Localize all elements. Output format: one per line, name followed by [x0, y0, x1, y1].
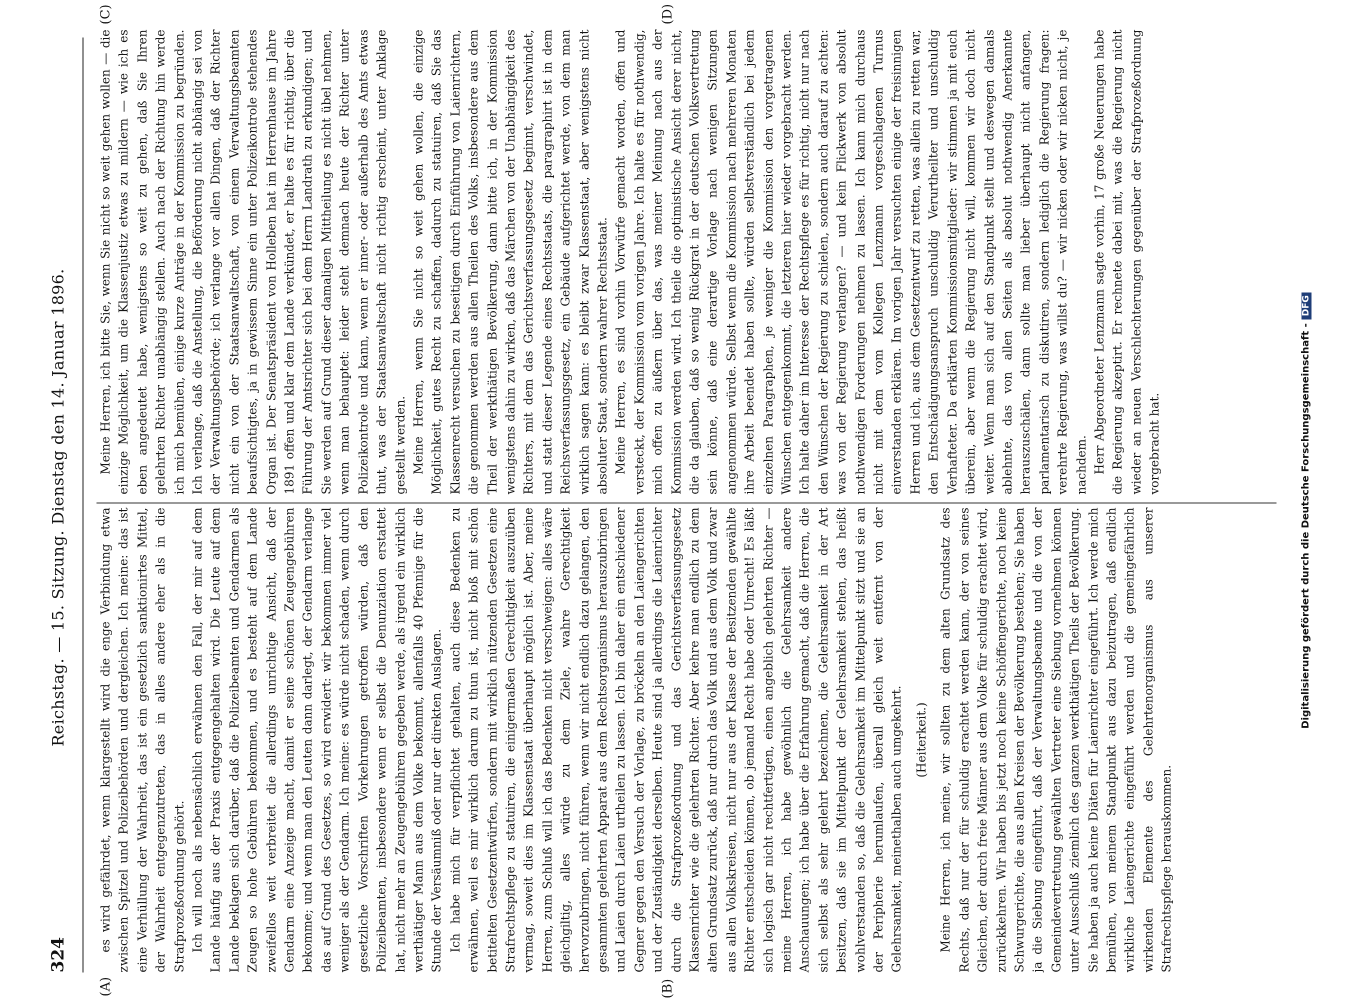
- page-title: Reichstag. — 15. Sitzung. Dienstag den 14. Januar 1896.: [48, 267, 67, 747]
- paragraph: Meine Herren, ich bitte Sie, wenn Sie nicht so weit gehen wollen — die einzige Möglichkeit, um die Klassenjustiz etwas zu mildern — wie ich es eben angedeutet habe, wenigstens so weit zu gehen, daß Sie Ihren gelehrten Richter unabhängig stellen. Auch nach der Richtung hin werde ich mich bemühen, einige kurze Anträge in der Kommission zu begründen. Ich verlange, daß die Anstellung, die Beförderung nicht abhängig sei von der Verwaltungsbehörde; ich verlange vor allen Dingen, daß der Richter nicht ein von der Staatsanwaltschaft, von einem Verwaltungsbeamten beaufsichtigtes, ja in gewissem Sinne ein unter Polizeikontrole stehendes Organ ist. Der Senatspräsident von Holleben hat im Herrenhause im Jahre 1891 offen und klar dem Lande verkündet, er halte es für richtig, über die Führung der Amtsrichter sich bei dem Herrn Landrath zu erkundigen; und Sie werden auf Grund dieser damaligen Mittheilung es nicht übel nehmen, wenn man behauptet: leider steht demnach heute der Richter unter Polizeikontrole und kann, wenn er inner- oder außerhalb des Amts etwas thut, was der Staatsanwaltschaft nicht richtig erscheint, unter Anklage gestellt werden.: [98, 29, 407, 494]
- paragraph: Meine Herren, es sind vorhin Vorwürfe gemacht worden, offen und versteckt, der Kommission vom vorigen Jahre. Ich halte es für nothwendig, mich offen zu äußern über das, was meiner Meinung nach aus der Kommission werden wird. Ich theile die optimistische Ansicht derer nicht, die da glauben, daß so wenig Rückgrat in der deutschen Volksvertretung sein könne, daß eine derartige Vorlage nach wenigen Sitzungen angenommen würde. Selbst wenn die Kommission nach mehreren Monaten ihre Arbeit beendet haben sollte, würden selbstverständlich bei jedem einzelnen Paragraphen, je weniger die Kommission den vorgetragenen Wünschen entgegenkommt, die letzteren hier wieder vorgebracht werden. Ich halte daher im Interesse der Rechtspflege es für richtig, nicht nur nach den Wünschen der Regierung zu schielen, sondern auch darauf zu achten: was von der Regierung verlangen? — und kein Flickwerk von absolut nothwendigen Forderungen nehmen zu lassen. Ich kann mich durchaus nicht mit dem vom Kollegen Lenzmann vorgeschlagenen Turnus einverstanden erklären. Im vorigen Jahr versuchten einige der freisinnigen Herren und ich, aus dem Gesetzentwurf zu retten, was allein zu retten war, den Entschädigungsanspruch unschuldig Verurtheilter und unschuldig Verhafteter. Da erklärten Kommissionsmitglieder: wir stimmen ja mit euch überein, aber wenn die Regierung nicht will, kommen wir doch nicht weiter. Wenn man sich auf den Standpunkt stellt und deswegen damals ablehnte, das von allen Seiten als absolut nothwendig Anerkannte herauszuschälen, dann sollte man lieber überhaupt nicht anfangen, parlamentarisch zu diskutiren, sondern lediglich die Regierung fragen: verehrte Regierung, was willst du? — wir nicken oder wir nicken nicht, je nachdem.: [613, 29, 1088, 494]
- paragraph: Herr Abgeordneter Lenzmann sagte vorhin, 17 große Neuerungen habe die Regierung akzeptirt. Er rechnete dabei mit, was die Regierung nicht wieder an neuen Verschlechterungen gegenüber der Strafprozeßordnung vorgebracht hat.: [1091, 29, 1162, 494]
- paragraph: Meine Herren, ich meine, wir sollten zu dem alten Grundsatz des Rechts, daß nur der für schuldig erachtet werden kann, der von seines Gleichen, der durch freie Männer aus dem Volke für schuldig erachtet wird, zurückkehren. Wir haben bis jetzt noch keine Schöffengerichte, noch keine Schwurgerichte, die aus allen Kreisen der Bevölkerung bestehen; Sie haben ja die Siebung eingeführt, daß der Verwaltungsbeamte und die von der Gemeindevertretung gewählten Vertreter eine Siebung vornehmen können unter Ausschluß ziemlich des ganzen werkthätigen Theils der Bevölkerung. Sie haben ja auch keine Diäten für Laienrichter eingeführt. Ich werde mich bemühen, von meinem Standpunkt aus dazu beizutragen, daß endlich wirkliche Laiengerichte eingeführt werden und die gemeingefährlich wirkenden Elemente des Gelehrtenorganismus aus unserer Strafrechtspflege herauskommen.: [938, 507, 1174, 972]
- credit-text: Digitalisierung gefördert durch die Deutsche Forschungsgemeinschaft -: [1300, 322, 1311, 729]
- applause-note: (Heiterkeit.): [913, 701, 928, 778]
- margin-marker-a: (A): [98, 976, 113, 996]
- paragraph: Meine Herren, wenn Sie nicht so weit gehen wollen, die einzige Möglichkeit, gutes Recht zu schaffen, dadurch zu statuiren, daß Sie das Klassenrecht versuchen zu beseitigen durch Einführung von Laienrichtern, die genommen werden aus allen Theilen des Volks, insbesondere aus dem Theil der werkthätigen Bevölkerung, dann bitte ich, in der Kommission wenigstens dahin zu wirken, daß das Märchen von der Unabhängigkeit des Richters, mit dem das Gerichtsverfassungsgesetz beginnt, verschwindet, und statt dieser Legende eines Rechtsstaats, die paragraphirt ist in dem Reichsverfassungsgesetz, ein Gebäude aufgerichtet werde, von dem man wirklich sagen kann: es bleibt zwar Klassenstaat, aber wenigstens nicht absoluter Staat, sondern wahrer Rechtsstaat.: [410, 29, 609, 494]
- left-column: [96, 507, 1286, 972]
- margin-marker-c: (C): [98, 3, 113, 24]
- paragraph: es wird gefährdet, wenn klargestellt wird die enge Verbindung etwa zwischen Spitzel und Polizeibehörden und dergleichen. Ich meine: das ist eine Verhüllung der Wahrheit, das ist ein gesetzlich sanktionirtes Mittel, der Wahrheit entgegenzutreten, das in alles andere eher als in die Strafprozeßordnung gehört.: [98, 507, 186, 972]
- right-column: [96, 29, 1286, 494]
- paragraph: Ich will noch als nebensächlich erwähnen den Fall, der mir auf dem Lande häufig aus der Praxis entgegengehalten wird. Die Leute auf dem Lande beklagen sich darüber, daß die Polizeibeamten und Gendarmen als Zeugen so hohe Gebühren bekommen, und es besteht auf dem Lande zweifellos weit verbreitet die allerdings unrichtige Ansicht, daß der Gendarm eine Anzeige macht, damit er seine schönen Zeugengebühren bekomme; und wenn man den Leuten dann darlegt, der Gendarm verlange das auf Grund des Gesetzes, so wird erwidert: wir bekommen immer viel weniger als der Gendarm. Ich meine: es würde nicht schaden, wenn durch gesetzliche Vorschriften Vorkehrungen getroffen würden, daß den Polizeibeamten, insbesondere wenn er selbst die Denunziation erstattet hat, nicht mehr an Zeugengebühren gegeben werde, als irgend ein wirklich werthätiger Mann aus dem Volke bekommt, allenfalls 40 Pfennige für die Stunde der Versäumniß oder nur der direkten Auslagen.: [190, 507, 444, 972]
- page-number: 324: [48, 936, 68, 972]
- dfg-logo: DFG: [1301, 292, 1311, 319]
- page-header: [48, 42, 80, 972]
- paragraph: Ich habe mich für verpflichtet gehalten, auch diese Bedenken zu erwähnen, weil es mir wirklich darum zu thun ist, nicht bloß mit schön betitelten Gesetzentwürfen, sondern mit wirklich nützenden Gesetzen eine Strafrechtspflege zu statuiren, die einigermaßen Gerechtigkeit auszuüben vermag, soweit dies im Klassenstaat überhaupt möglich ist. Aber, meine Herren, zum Schluß will ich das Bedenken nicht verschweigen: alles wäre gleichgiltig, alles würde zu dem Ziele, wahre Gerechtigkeit hervorzubringen, nicht führen, wenn wir nicht endlich dazu gelangen, den gesammten gelehrten Apparat aus dem Rechtsorganismus herauszubringen und Laien durch Laien urtheilen zu lassen. Ich bin daher ein entschiedener Gegner gegen den Versuch der Vorlage, zu bröckeln an den Laiengerichten und der Zuständigkeit derselben. Heute sind ja allerdings die Laienrichter durch die Strafprozeßordnung und das Gerichtsverfassungsgesetz Klassenrichter wie die gelehrten Richter. Aber kehre man endlich zu dem alten Grundsatz zurück, daß nur durch das Volk und aus dem Volk und zwar aus allen Volkskreisen, nicht nur aus der Klasse der Besitzenden gewählte Richter entscheiden können, ob jemand Recht habe oder Unrecht! Es läßt sich logisch gar nicht rechtfertigen, einen angeblich gelehrten Richter — meine Herren, ich habe gewöhnlich die Gelehrsamkeit andere Anschauungen; ich habe über die Erfahrung gemacht, daß die Herren, die sich selbst als sehr gelehrt bezeichnen, die Gelehrsamkeit in der Art besitzen, daß sie im Mittelpunkt der Gelehrsamkeit stehen, das heißt wohlverstanden so, daß die Gelehrsamkeit im Mittelpunkt sitzt und sie an der Peripherie herumlaufen, überall gleich weit entfernt von der Gelehrsamkeit, meinethalben auch umgekehrt.: [447, 507, 904, 972]
- margin-marker-d: (D): [660, 3, 675, 24]
- column-divider: [96, 502, 1276, 503]
- digitization-credit: [1300, 60, 1318, 960]
- header-rule: [82, 37, 83, 972]
- margin-marker-b: (B): [660, 978, 675, 998]
